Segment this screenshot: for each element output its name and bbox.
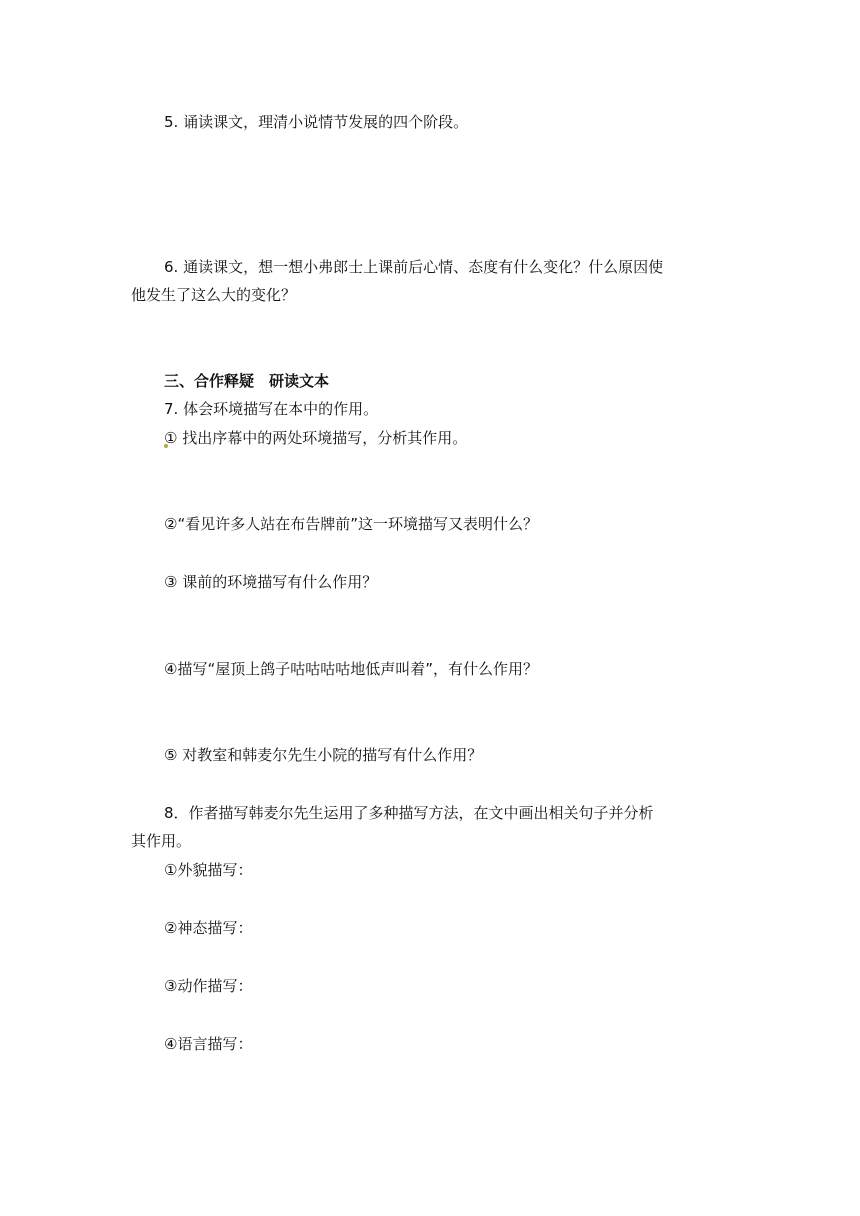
- question-7: 7. 体会环境描写在本中的作用。: [164, 400, 379, 418]
- question-7-item-2: ②“看见许多人站在布告牌前”这一环境描写又表明什么？: [164, 515, 538, 533]
- question-8-item-4: ④语言描写：: [164, 1035, 253, 1053]
- question-7-item-5: ⑤ 对教室和韩麦尔先生小院的描写有什么作用？: [164, 746, 483, 764]
- question-5: 5. 诵读课文，理清小说情节发展的四个阶段。: [164, 113, 469, 131]
- question-6-line-2: 他发生了这么大的变化？: [131, 286, 297, 304]
- question-8-line-1: 8．作者描写韩麦尔先生运用了多种描写方法，在文中画出相关句子并分析: [164, 804, 654, 822]
- question-6-line-1: 6. 通读课文，想一想小弗郎士上课前后心情、态度有什么变化？什么原因使: [164, 258, 664, 276]
- question-7-item-4: ④描写“屋顶上鸽子咕咕咕咕地低声叫着”，有什么作用？: [164, 660, 538, 678]
- question-7-item-1: ① 找出序幕中的两处环境描写，分析其作用。: [164, 429, 468, 447]
- question-8-item-3: ③动作描写：: [164, 977, 253, 995]
- question-8-item-1: ①外貌描写：: [164, 861, 253, 879]
- question-7-item-1-row: [164, 428, 467, 448]
- question-8-line-2: 其作用。: [131, 832, 192, 850]
- question-8-item-2: ②神态描写：: [164, 919, 253, 937]
- question-7-item-3: ③ 课前的环境描写有什么作用？: [164, 573, 378, 591]
- section-3-heading: 三、合作释疑 研读文本: [164, 372, 330, 390]
